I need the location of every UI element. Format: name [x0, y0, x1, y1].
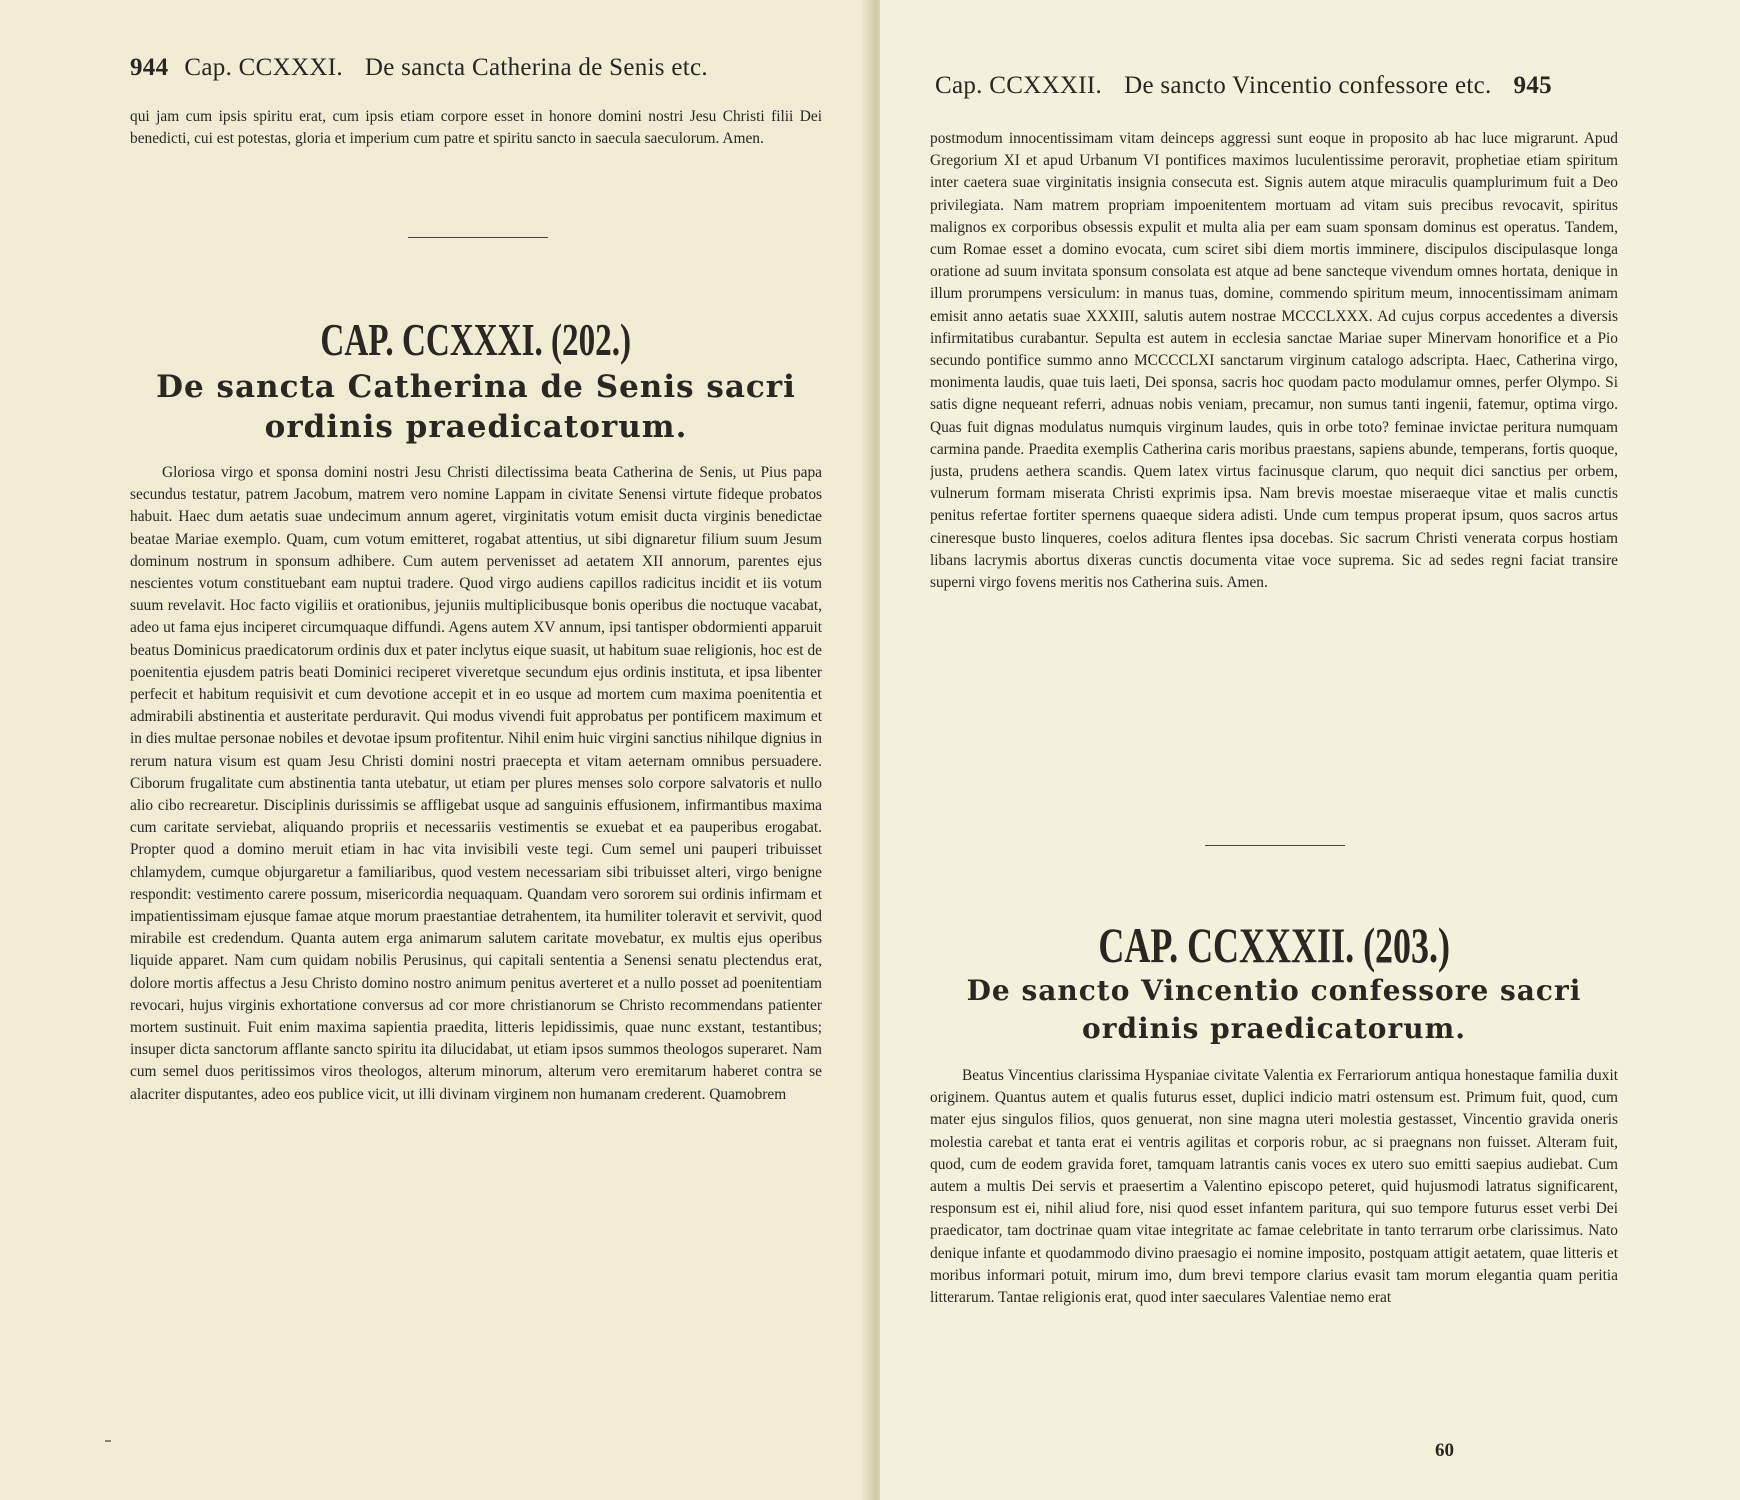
left-section-divider [408, 237, 548, 238]
left-chapter-heading-text: CAP. CCXXXI. (202.) [320, 314, 632, 365]
left-chapter-subtitle-line2: ordinis praedicatorum. [264, 409, 688, 445]
right-running-head [935, 72, 1552, 100]
right-section-divider [1205, 845, 1345, 846]
right-running-head-chapter: Cap. CCXXXII. [935, 72, 1103, 99]
left-body-text [130, 462, 822, 1382]
left-chapter-subtitle [130, 367, 822, 447]
right-page-number: 945 [1513, 72, 1552, 99]
left-chapter-heading [130, 315, 822, 365]
right-chapter-subtitle-line2: ordinis praedicatorum. [1082, 1012, 1466, 1045]
right-running-head-title: De sancto Vincentio confessore etc. [1124, 72, 1492, 99]
right-body-paragraph: Beatus Vincentius clarissima Hyspaniae civitate Valentia ex Ferrariorum antiqua honestaque familia duxit originem. Quantus autem et qualis futurus esset, duplici indicio matri ostensum est. Primum fuit, quod, cum mater ejus singulos filios, quos genuerat, non sine magna uteri molestia gestasset, Vincentio gravida oneris molestia carebat et tanta erat ei ventris agilitas et corporis robur, ac si praegnans non fuisset. Alteram fuit, quod, cum de eodem gravida foret, tamquam latrantis canis voces ex utero suo emitti saepius audiebat. Cum autem a multis Dei servis et praesertim a Valentino episcopo peteret, quid hujusmodi latratus significarent, responsum est ei, nihil aliud fore, nisi quod esset infantem paritura, qui suo tempore futurus esset verbi Dei praedicator, tam doctrinae quam vitae integritate ac famae celebritate in tanto terrarum orbe clarissimus. Nato denique infante et quodammodo divino praesagio ei nomine imposito, postquam attigit aetatem, quae litteris et moribus informari potuit, mirum imo, dum brevi tempore clarius evasit tam morum elegantia quam peritia litterarum. Tantae religionis erat, quod inter saeculares Valentiae nemo erat [930, 1067, 1618, 1307]
left-carryover-paragraph: qui jam cum ipsis spiritu erat, cum ipsis etiam corpore esset in honore domini nostri Jesu Christi filii Dei benedicti, cui est potestas, gloria et imperium cum patre et spiritu sancto in saecula saeculorum. Amen. [130, 108, 822, 148]
left-carryover-text [130, 106, 822, 150]
paper-speck [105, 1440, 111, 1442]
right-chapter-subtitle-line1: De sancto Vincentio confessore sacri [966, 974, 1582, 1007]
left-running-head-chapter: Cap. CCXXXI. [184, 54, 343, 81]
signature-mark: 60 [1435, 1440, 1454, 1461]
right-chapter-heading-text: CAP. CCXXXII. (203.) [1098, 917, 1450, 973]
right-chapter-subtitle [930, 972, 1618, 1048]
right-carryover-text [930, 128, 1618, 778]
left-page-number: 944 [130, 54, 169, 81]
left-body-paragraph: Gloriosa virgo et sponsa domini nostri Jesu Christi dilectissima beata Catherina de Senis, ut Pius papa secundus testatur, patrem Jacobum, matrem vero nomine Lappam in civitate Senensi virtute fideque probatos habuit. Haec dum aetatis suae undecimum annum ageret, virginitatis votum emisit ducta virginis benedictae beatae Mariae exemplo. Quam, cum votum emitteret, rogabat attentius, ut sibi dignaretur filium suum Jesum dominum nostrum in sponsum adhibere. Cum autem pervenisset ad aetatem XII annorum, parentes ejus nescientes votum constituebant eam nuptui tradere. Quod virgo audiens capillos radicitus incidit et iis votum suum revelavit. Hoc facto vigiliis et orationibus, jejuniis multiplicibusque bonis operibus die noctuque vacabat, adeo ut fama ejus inciperet circumquaque diffundi. Agens autem XV annum, ipsi tantisper obdormienti apparuit beatus Dominicus praedicatorum ordinis dux et pater inclytus eique suasit, ut habitum suae religionis, hoc est de poenitentia ejusdem patris beati Dominici reciperet viveretque secundum ejus ordinis instituta, et ipsa libenter perfecit et habitum requisivit et cum devotione accepit et in eo usque ad mortem cum maxima poenitentia et admirabili abstinentia et austeritate perduravit. Qui modus vivendi fuit approbatus per pontificem maximum et in dies multae personae nobiles et devotae ipsum profitentur. Nihil enim huic virgini sanctius nihilque dignius in rerum natura visum est quam Jesu Christi domini nostri praecepta et vitam aeternam omnibus persuadere. Ciborum frugalitate cum abstinentia tanta utebatur, ut etiam per plures menses solo corpore salvatoris et nullo alio cibo recrearetur. Disciplinis durissimis se affligebat usque ad sanguinis effusionem, infirmantibus maxima cum caritate serviebat, aliquando propriis et necessariis vestimentis se exuebat et ea pauperibus erogabat. Propter quod a domino meruit etiam in hac vita invisibili veste tegi. Cum semel uni pauperi tribuisset chlamydem, cumque objurgaretur a familiaribus, quod vestem necessariam sibi tribuisset alteri, virgo benigne respondit: vestimento carere possum, misericordia nequaquam. Quandam vero sororem sui ordinis infirmam et impatientissimam ejusque famae atque morum praestantiae detrahentem, ita humiliter toleravit et servivit, quod mirabile est credendum. Quanta autem erga animarum salutem caritate movebatur, ex multis ejus operibus liquide apparet. Nam cum quidam nobilis Perusinus, qui capitali sententia a Senensi senatu plectendus erat, dolore mortis affectus a Jesu Christo domino nostro animum penitus averteret et a nullo posset ad poenitentiam revocari, hujus virginis exhortatione conversus ad cor more christianorum se Christo recommendans patienter mortem sustinuit. Fuit enim maxima sapientia praedita, litteris lepidissimis, quae nunc exstant, testantibus; insuper dicta sanctorum afflante sancto spiritu ita dilucidabat, ut etiam ipsos summos theologos superaret. Nam cum semel duos peritissimos viros theologos, alterum minorum, alterum vero eremitarum haberet contra se alacriter disputantes, adeo eos publice vicit, ut illi divinam virginem non humanam crederent. Quamobrem [130, 464, 822, 1103]
left-chapter-subtitle-line1: De sancta Catherina de Senis sacri [156, 369, 796, 405]
left-page [0, 0, 868, 1500]
right-chapter-heading [930, 918, 1618, 972]
left-running-head [130, 54, 708, 82]
right-carryover-paragraph: postmodum innocentissimam vitam deinceps aggressi sunt eoque in proposito ab hac luce migrarunt. Apud Gregorium XI et apud Urbanum VI pontifices maximos luculentissime peroravit, prophetiae etiam spiritum inter caetera suae virginitatis insignia consecuta est. Signis autem atque miraculis quamplurimum fuit a Deo privilegiata. Nam matrem propriam impoenitentem mortuam ad vitam suis precibus revocavit, spiritus malignos ex corporibus obsessis expulit et multa alia per eam suam sponsam dominus est operatus. Tandem, cum Romae esset a domino evocata, cum sciret sibi diem mortis imminere, discipulos discipulasque longa oratione ad suum invitata sponsum consolata est atque ad bene sancteque vivendum omnes hortata, denique in illum prorumpens versiculum: in manus tuas, domine, commendo spiritum meum, innocentissimam animam emisit anno aetatis suae XXXIII, salutis autem nostrae MCCCLXXX. Ad cujus corpus accedentes a diversis infirmitatibus curabantur. Sepulta est autem in ecclesia sanctae Mariae super Minervam honorifice et a Pio secundo pontifice summo anno MCCCCLXI sanctarum virginum catalogo adscripta. Haec, Catherina virgo, monimenta laudis, quae tuis laeti, Dei sponsa, sacris hoc quodam pacto modulamur omnes, perfer Olympo. Si satis digne nequeant referri, adnuas nobis veniam, precamur, non sumus tanti ingenii, fatemur, optima virgo. Quas fuit dignas modulatus numquis virginum laudes, quis in orbe toto? feminae invictae peritura numquam carmina pande. Praedita exemplis Catherina caris moribus praestans, sapiens abunde, temperans, fortis quoque, justa, prudens aethera scandis. Quem latex virtus facinusque clarum, quo nequit dici sanctius per orbem, vulnerum formam miserata Christi exprimis ipsa. Nam brevis moestae miseraeque vitae et malis cunctis penitus refertae fortiter spernens quaeque sidera adisti. Unde cum tempus properat ipsum, quos sacros artus cineresque busto linqueres, coelos aditura flentes ipsa docebas. Sic sacrum Christi venerata corpus hostiam libans lacrymis abortus dixeras cunctis documenta vitae voce suprema. Sic ad sedes regni faciat transire superni virgo fovens meritis nos Catherina suis. Amen. [930, 130, 1618, 592]
right-page [880, 0, 1740, 1500]
right-body-text [930, 1065, 1618, 1423]
left-running-head-title: De sancta Catherina de Senis etc. [364, 54, 708, 81]
